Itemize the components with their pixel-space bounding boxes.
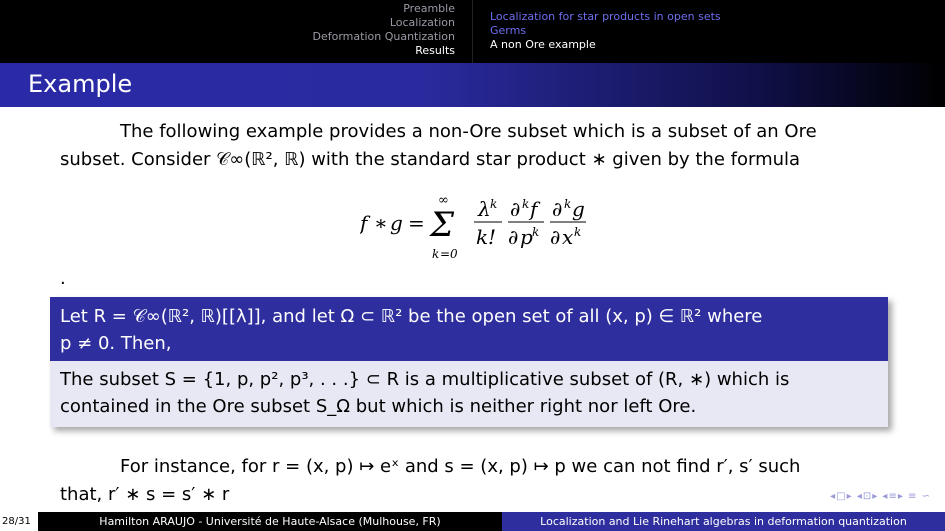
intro-paragraph-cont	[60, 146, 890, 174]
footer-author: Hamilton ARAUJO - Université de Haute-Alsace (Mulhouse, FR)	[38, 512, 502, 531]
nav-search-icon[interactable]: ∽	[921, 491, 931, 502]
svg-text:∂: ∂	[552, 197, 563, 221]
frame-title-bar	[0, 63, 945, 107]
section-link-preamble[interactable]: Preamble	[403, 2, 455, 15]
period-mark: .	[60, 268, 66, 289]
header-divider	[472, 0, 473, 63]
subsection-link-germs[interactable]: Germs	[490, 24, 527, 37]
svg-text:∂: ∂	[510, 197, 521, 221]
svg-text:∂: ∂	[508, 225, 519, 249]
svg-text:∂: ∂	[550, 225, 561, 249]
block-head-line-1: Let R = 𝒞∞(ℝ², ℝ)[[λ]], and let Ω ⊂ ℝ² be the open set of all (x, p) ∈ ℝ² where	[60, 306, 763, 327]
block-body-line-1: The subset S = {1, p, p², p³, . . .} ⊂ R is a multiplicative subset of (R, ∗) which is	[60, 369, 790, 390]
svg-text:!: !	[488, 225, 497, 249]
svg-text:k: k	[432, 247, 440, 261]
svg-text:k: k	[490, 197, 498, 211]
intro-line-1: The following example provides a non-Ore subset which is a subset of an Ore	[120, 121, 817, 142]
svg-text:k: k	[522, 197, 530, 211]
intro-line-2: subset. Consider 𝒞∞(ℝ², ℝ) with the standard star product ∗ given by the formula	[60, 149, 801, 170]
intro-paragraph	[60, 118, 890, 146]
svg-text:k: k	[476, 225, 489, 249]
nav-align-icon[interactable]: ≡	[908, 491, 918, 502]
block-head-line-2: p ≠ 0. Then,	[60, 333, 172, 354]
outro-line-2: that, r′ ∗ s = s′ ∗ r	[60, 484, 230, 505]
block-body-line-2: contained in the Ore subset S_Ω but which is neither right nor left Ore.	[60, 396, 697, 417]
footer-bar	[0, 512, 945, 531]
subsection-nav	[490, 10, 721, 52]
section-nav	[313, 2, 456, 58]
svg-text:x: x	[562, 225, 574, 249]
svg-text:=0: =0	[440, 247, 458, 261]
formula-graphic	[360, 190, 620, 270]
svg-text:∞: ∞	[438, 193, 449, 208]
footer-talk-title: Localization and Lie Rinehart algebras in deformation quantization	[502, 512, 945, 531]
frame-title: Example	[28, 70, 133, 98]
svg-text:k: k	[532, 225, 540, 239]
svg-text:Σ: Σ	[430, 205, 455, 245]
svg-text:∗: ∗	[374, 211, 388, 235]
svg-text:k: k	[574, 225, 582, 239]
svg-text:k: k	[564, 197, 572, 211]
nav-frame-icon[interactable]: □	[836, 491, 847, 502]
outro-line-1: For instance, for r = (x, p) ↦ eˣ and s = (x, p) ↦ p we can not find r′, s′ such	[120, 456, 801, 477]
subsection-link-non-ore[interactable]: A non Ore example	[490, 38, 596, 51]
theorem-block-body	[50, 361, 888, 427]
svg-text:p: p	[520, 225, 533, 249]
svg-text:λ: λ	[478, 197, 491, 221]
outro-paragraph	[60, 453, 890, 481]
page-number: 28/31	[0, 512, 38, 531]
nav-left-icon[interactable]: ◂	[830, 491, 837, 502]
svg-text:f: f	[530, 197, 538, 221]
header-bar	[0, 0, 945, 63]
nav-right-icon[interactable]: ▸	[846, 491, 853, 502]
svg-text:f: f	[360, 211, 368, 235]
beamer-nav-controls	[830, 491, 931, 502]
svg-text:=: =	[408, 211, 425, 235]
theorem-block-header	[50, 297, 888, 361]
star-product-formula	[360, 190, 620, 275]
section-link-results[interactable]: Results	[415, 44, 455, 57]
nav-section-icon[interactable]: ◂⊡▸	[856, 491, 879, 502]
section-link-localization[interactable]: Localization	[389, 16, 455, 29]
outro-paragraph-cont	[60, 481, 890, 509]
svg-text:g: g	[572, 197, 585, 221]
svg-text:g: g	[390, 211, 403, 235]
nav-subsection-icon[interactable]: ◂≡▸	[882, 491, 904, 502]
theorem-block	[50, 297, 888, 427]
subsection-link-localization-star[interactable]: Localization for star products in open sets	[490, 10, 721, 23]
section-link-deformation[interactable]: Deformation Quantization	[312, 30, 455, 43]
